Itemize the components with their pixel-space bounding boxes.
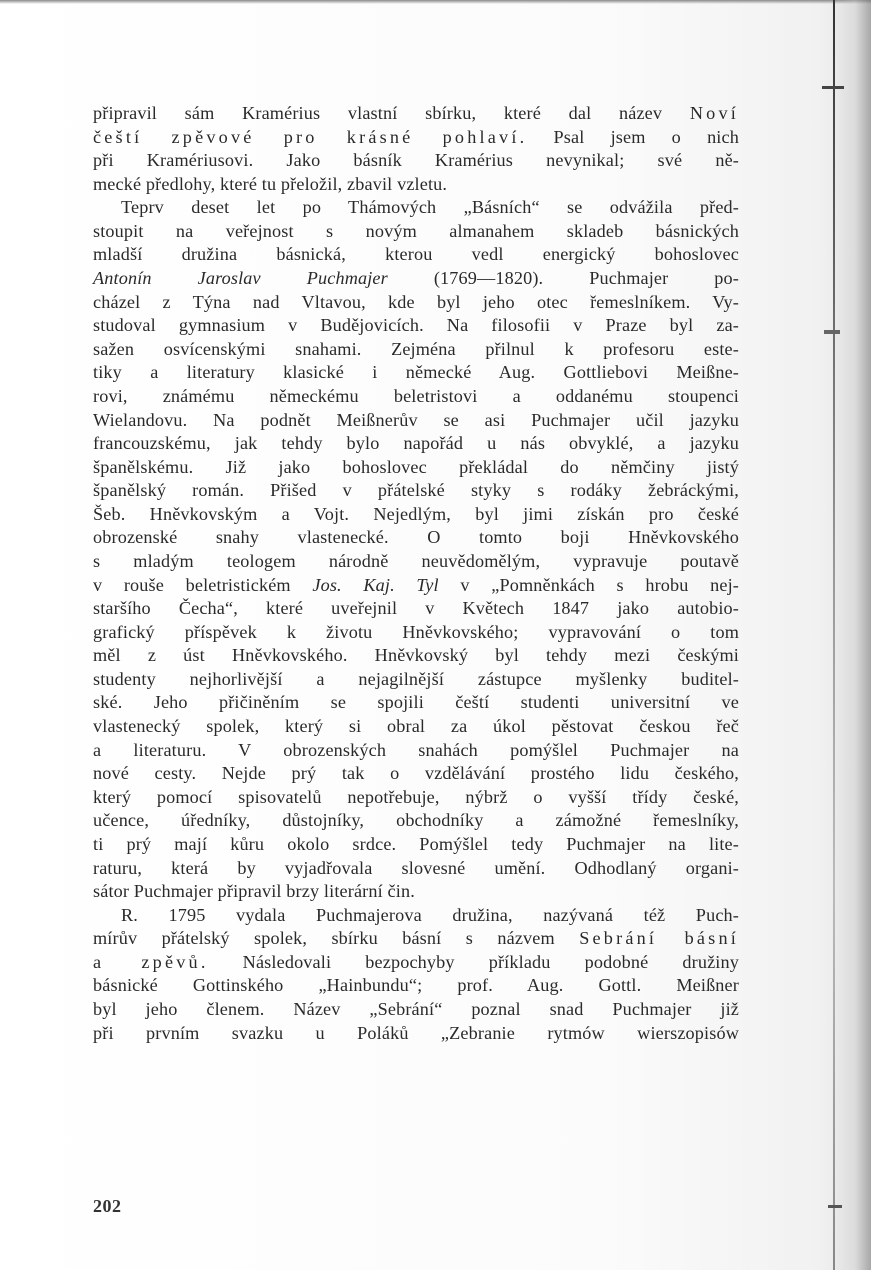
text-line [93, 102, 739, 126]
text-run: s mladým teologem národně neuvědomělým, vypravuje poutavě [93, 550, 739, 571]
text-run: raturu, která by vyjadřovala slovesné umění. Odhodlaný organi- [93, 857, 739, 878]
spaced-title: čeští zpěvové pro krásné pohlaví. [93, 126, 528, 147]
text-line [93, 621, 739, 645]
body-text [93, 102, 739, 1045]
text-line [93, 857, 739, 881]
book-binding-edge [833, 0, 835, 1270]
text-line [93, 833, 739, 857]
text-line [93, 314, 739, 338]
text-line [93, 291, 739, 315]
text-run: a literaturu. V obrozenských snahách pomýšlel Puchmajer na [93, 739, 739, 760]
text-line [93, 668, 739, 692]
page-number: 202 [93, 1196, 122, 1216]
text-run: v „Pomněnkách s hrobu nej- [438, 574, 740, 595]
text-run: mladší družina básnická, kterou vedl energický bohoslovec [93, 244, 739, 265]
text-run: obrozenské snahy vlastenecké. O tomto boji Hněvkovského [93, 527, 739, 548]
text-line [93, 361, 739, 385]
text-line [93, 927, 739, 951]
text-run: Wielandovu. Na podnět Meißnerův se asi Puchmajer učil jazyku [93, 409, 739, 430]
page-right-edge-shadow [831, 0, 871, 1270]
text-line [93, 385, 739, 409]
text-run: R. 1795 vydala Puchmajerova družina, nazývaná též Puch- [121, 904, 739, 925]
text-line [93, 338, 739, 362]
text-run: byl jeho členem. Název „Sebrání“ poznal snad Puchmajer již [93, 998, 739, 1019]
text-line [93, 126, 739, 150]
text-run: při Kramériusovi. Jako básník Kramérius nevynikal; své ně- [93, 150, 739, 171]
text-line [93, 526, 739, 550]
text-line [93, 243, 739, 267]
edge-mark [828, 1205, 842, 1208]
italic-name: Jos. Kaj. Tyl [312, 574, 439, 595]
text-line [93, 409, 739, 433]
text-line [93, 597, 739, 621]
text-line [93, 220, 739, 244]
edge-mark [824, 330, 840, 334]
text-line [93, 904, 739, 928]
text-run: (1769—1820). Puchmajer po- [387, 268, 739, 289]
text-run: měl z úst Hněvkovského. Hněvkovský byl tehdy mezi českými [93, 645, 739, 666]
text-line [93, 267, 739, 291]
edge-mark [822, 86, 844, 89]
top-edge-shadow [0, 0, 871, 4]
text-line [93, 1022, 739, 1046]
text-run: španělský román. Přišed v přátelské styky s rodáky žebráckými, [93, 480, 739, 501]
text-line [93, 173, 739, 197]
text-run: Šeb. Hněvkovským a Vojt. Nejedlým, byl jimi získán pro české [93, 503, 739, 524]
text-run: cházel z Týna nad Vltavou, kde byl jeho otec řemeslníkem. Vy- [93, 291, 739, 312]
text-line [93, 479, 739, 503]
text-run: staršího Čecha“, které uveřejnil v Květech 1847 jako autobio- [93, 598, 739, 619]
text-run: rovi, známému německému beletristovi a oddanému stoupenci [93, 385, 739, 406]
text-line [93, 880, 739, 904]
text-run: sažen osvícenskými snahami. Zejména přilnul k profesoru este- [93, 338, 739, 359]
text-run: učence, úředníky, důstojníky, obchodníky a zámožné řemeslníky, [93, 810, 739, 831]
text-run: vlastenecký spolek, který si obral za úkol pěstovat českou řeč [93, 716, 739, 737]
text-line [93, 739, 739, 763]
text-run: připravil sám Kramérius vlastní sbírku, které dal název [93, 103, 690, 123]
text-run: sátor Puchmajer připravil brzy literární čin. [93, 881, 415, 902]
text-line [93, 644, 739, 668]
text-run: grafický příspěvek k životu Hněvkovského; vypravování o tom [93, 621, 739, 642]
text-run: španělskému. Již jako bohoslovec překládal do němčiny jistý [93, 456, 739, 477]
text-run: básnické Gottinského „Hainbundu“; prof. Aug. Gottl. Meißner [93, 975, 739, 996]
text-run: nové cesty. Nejde prý tak o vzdělávání prostého lidu českého, [93, 763, 739, 784]
text-line [93, 998, 739, 1022]
text-line [93, 951, 739, 975]
text-run: Teprv deset let po Thámových „Básních“ se odvážila před- [121, 197, 739, 218]
text-run: Následovali bezpochyby příkladu podobné družiny [208, 951, 739, 972]
text-line [93, 196, 739, 220]
text-run: stoupit na veřejnost s novým almanahem skladeb básnických [93, 220, 739, 241]
text-run: studenty nejhorlivější a nejagilnější zástupce myšlenky buditel- [93, 668, 739, 689]
text-run: studoval gymnasium v Budějovicích. Na filosofii v Praze byl za- [93, 315, 739, 336]
spaced-title: a zpěvů. [93, 951, 209, 972]
text-line [93, 809, 739, 833]
text-run: ti prý mají kůru okolo srdce. Pomýšlel tedy Puchmajer na lite- [93, 833, 739, 854]
text-run: tiky a literatury klasické i německé Aug. Gottliebovi Meißne- [93, 362, 739, 383]
text-line [93, 149, 739, 173]
text-line [93, 715, 739, 739]
text-line [93, 691, 739, 715]
text-line [93, 574, 739, 598]
text-run: francouzskému, jak tehdy bylo napořád u nás obvyklé, a jazyku [93, 433, 739, 454]
text-run: který pomocí spisovatelů nepotřebuje, nýbrž o vyšší třídy české, [93, 786, 739, 807]
spaced-title: Sebrání básní [579, 928, 739, 949]
text-run: mecké předlohy, které tu přeložil, zbavil vzletu. [93, 173, 448, 194]
italic-name: Antonín Jaroslav Puchmajer [93, 268, 388, 289]
text-line [93, 456, 739, 480]
text-run: ské. Jeho přičiněním se spojili čeští studenti universitní ve [93, 692, 739, 713]
text-line [93, 503, 739, 527]
text-line [93, 432, 739, 456]
text-run: v rouše beletristickém [93, 574, 313, 595]
spaced-title: Noví [689, 103, 739, 123]
text-run: mírův přátelský spolek, sbírku básní s názvem [93, 928, 580, 949]
text-line [93, 762, 739, 786]
text-run: při prvním svazku u Poláků „Zebranie rytmów wierszopisów [93, 1022, 739, 1043]
text-line [93, 550, 739, 574]
text-line [93, 974, 739, 998]
text-run: Psal jsem o nich [527, 126, 739, 147]
text-line [93, 786, 739, 810]
